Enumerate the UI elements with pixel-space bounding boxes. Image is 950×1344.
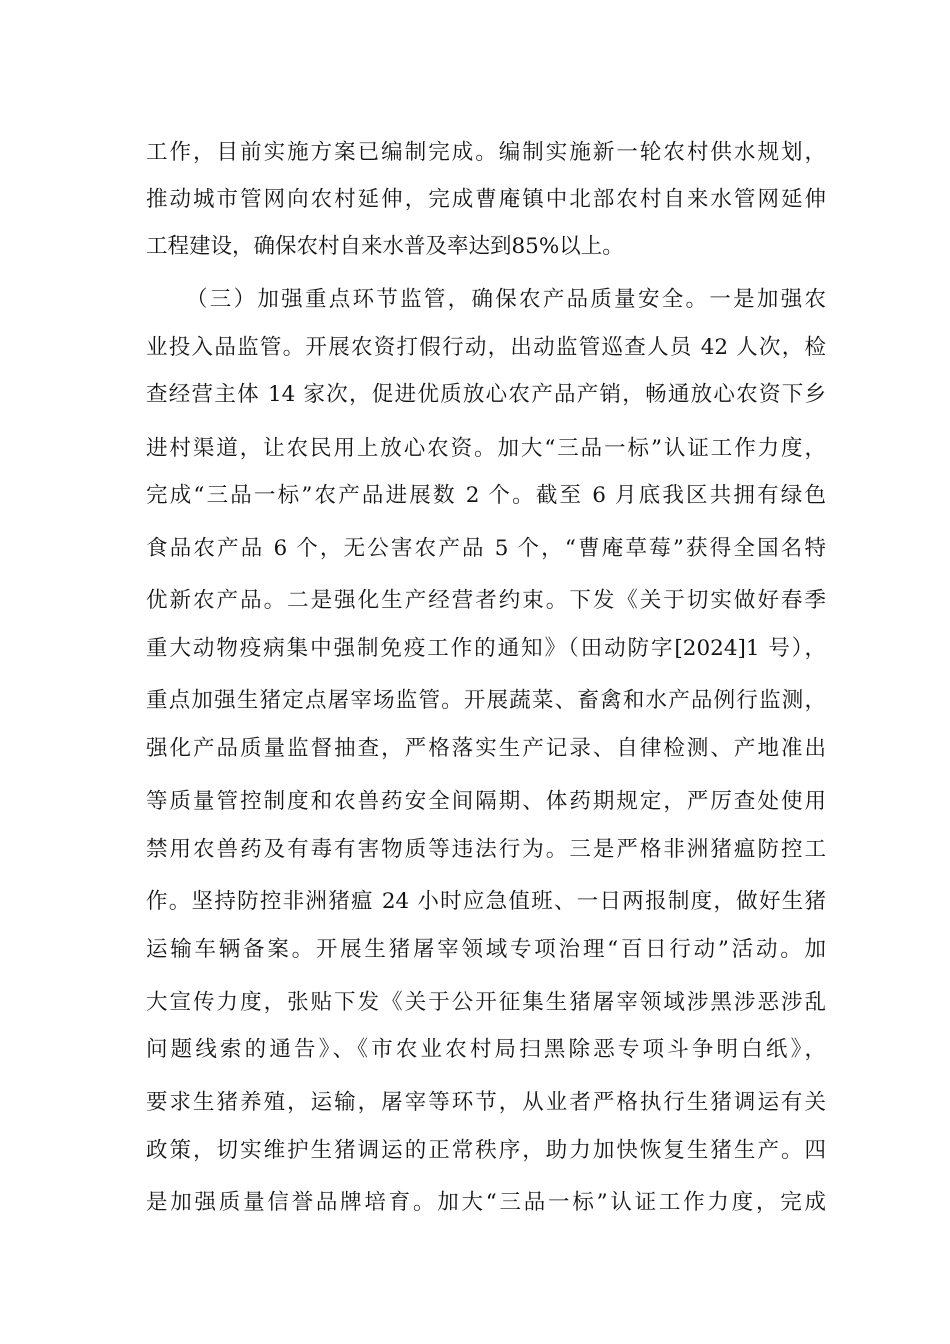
text-line: 运输车辆备案。开展生猪屠宰领域专项治理“百日行动”活动。加 — [146, 937, 826, 962]
text-line: 查经营主体 14 家次，促进优质放心农产品产销，畅通放心农资下乡 — [146, 382, 826, 407]
text-line: 等质量管控制度和农兽药安全间隔期、体药期规定，严厉查处使用 — [146, 789, 826, 814]
text-line: 工作，目前实施方案已编制完成。编制实施新一轮农村供水规划， — [146, 140, 826, 165]
text-line: 重大动物疫病集中强制免疫工作的通知》（田动防字[2024]1 号）， — [146, 636, 826, 661]
text-line: 政策，切实维护生猪调运的正常秩序，助力加快恢复生猪生产。四 — [146, 1138, 826, 1163]
text-line: 食品农产品 6 个，无公害农产品 5 个，“曹庵草莓”获得全国名特 — [146, 536, 826, 561]
text-line: 大宣传力度，张贴下发《关于公开征集生猪屠宰领域涉黑涉恶涉乱 — [146, 990, 826, 1015]
text-line: 推动城市管网向农村延伸，完成曹庵镇中北部农村自来水管网延伸 — [146, 187, 826, 212]
text-line: 是加强质量信誉品牌培育。加大“三品一标”认证工作力度，完成 — [146, 1190, 826, 1215]
text-line: 工程建设，确保农村自来水普及率达到85%以上。 — [146, 234, 624, 259]
text-line: 要求生猪养殖，运输，屠宰等环节，从业者严格执行生猪调运有关 — [146, 1090, 826, 1115]
paragraph-heading-line: （三）加强重点环节监管，确保农产品质量安全。一是加强农 — [186, 287, 826, 312]
text-line: 禁用农兽药及有毒有害物质等违法行为。三是严格非洲猪瘟防控工 — [146, 837, 826, 862]
text-line: 业投入品监管。开展农资打假行动，出动监管巡查人员 42 人次，检 — [146, 335, 826, 360]
text-line: 强化产品质量监督抽查，严格落实生产记录、自律检测、产地准出 — [146, 736, 826, 761]
text-line: 作。坚持防控非洲猪瘟 24 小时应急值班、一日两报制度，做好生猪 — [146, 889, 826, 914]
text-line: 问题线索的通告》、《市农业农村局扫黑除恶专项斗争明白纸》， — [146, 1037, 826, 1062]
text-line: 完成“三品一标”农产品进展数 2 个。截至 6 月底我区共拥有绿色 — [146, 483, 826, 508]
text-line: 进村渠道，让农民用上放心农资。加大“三品一标”认证工作力度， — [146, 436, 826, 461]
text-line: 优新农产品。二是强化生产经营者约束。下发《关于切实做好春季 — [146, 588, 826, 613]
text-line: 重点加强生猪定点屠宰场监管。开展蔬菜、畜禽和水产品例行监测， — [146, 688, 826, 713]
